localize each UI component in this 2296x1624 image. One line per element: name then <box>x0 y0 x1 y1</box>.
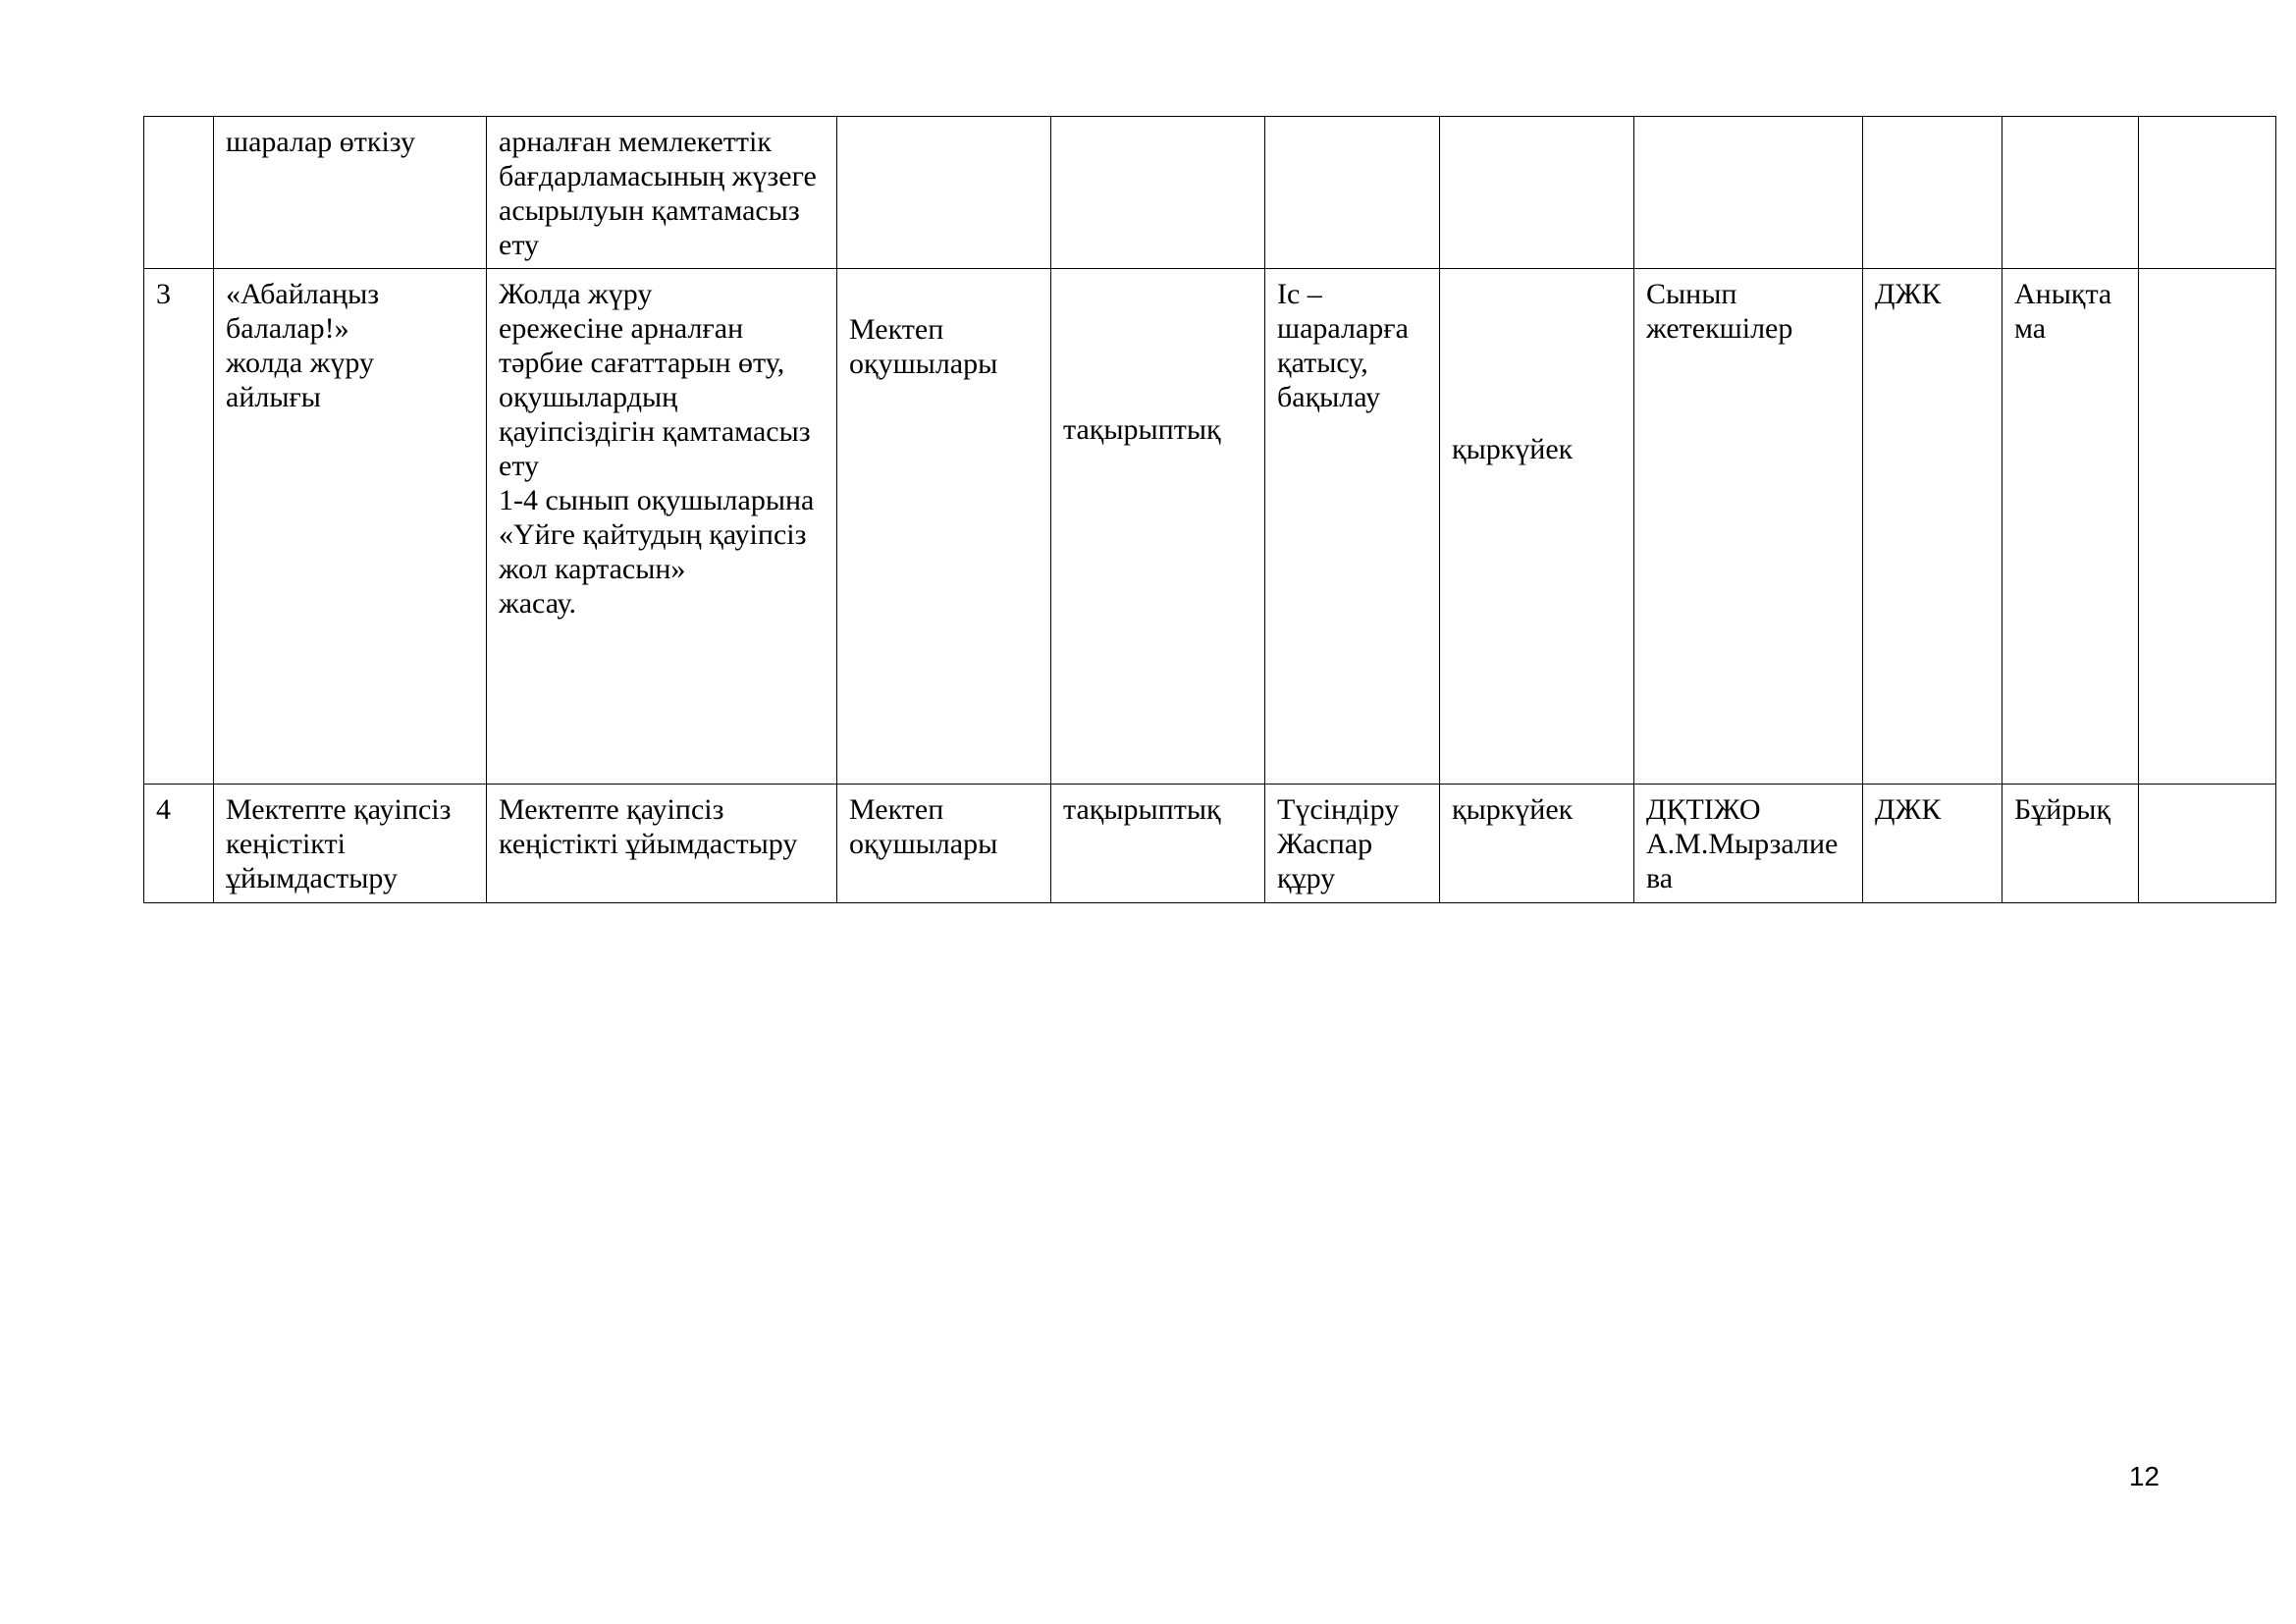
cell-date: қыркүйек <box>1440 269 1634 785</box>
cell-responsible: ДҚТІЖО А.М.Мырзалие ва <box>1634 785 1863 903</box>
cell-result-form: Бұйрық <box>2002 785 2139 903</box>
cell-description: арналған мемлекеттік бағдарламасының жүзеге асырылуын қамтамасыз ету <box>487 117 837 269</box>
cell-method: Түсіндіру Жаспар құру <box>1265 785 1440 903</box>
cell-result-form: Анықта ма <box>2002 269 2139 785</box>
cell-target-group: Мектеп оқушылары <box>837 269 1051 785</box>
page-number: 12 <box>2128 1461 2160 1491</box>
cell-event-name: шаралар өткізу <box>214 117 487 269</box>
cell-event-name: «Абайлаңыз балалар!» жолда жүру айлығы <box>214 269 487 785</box>
cell-review-place: ДЖК <box>1863 785 2002 903</box>
cell-number: 3 <box>144 269 214 785</box>
cell-description: Мектепте қауіпсіз кеңістікті ұйымдастыру <box>487 785 837 903</box>
table-row <box>144 269 2276 785</box>
document-table <box>143 116 2276 903</box>
table-row <box>144 117 2276 269</box>
cell-extra <box>2139 117 2276 269</box>
cell-extra <box>2139 269 2276 785</box>
cell-control-type: тақырыптық <box>1051 269 1265 785</box>
cell-description: Жолда жүру ережесіне арналған тәрбие сағаттарын өту, оқушылардың қауіпсіздігін қамтамасыз ету 1-4 сынып оқушыларына «Үйге қайтудың қауіпсіз жол картасын» жасау. <box>487 269 837 785</box>
cell-review-place: ДЖК <box>1863 269 2002 785</box>
cell-review-place <box>1863 117 2002 269</box>
cell-number: 4 <box>144 785 214 903</box>
cell-method: Іс – шараларға қатысу, бақылау <box>1265 269 1440 785</box>
cell-number <box>144 117 214 269</box>
cell-result-form <box>2002 117 2139 269</box>
cell-target-group <box>837 117 1051 269</box>
cell-date: қыркүйек <box>1440 785 1634 903</box>
cell-responsible: Сынып жетекшілер <box>1634 269 1863 785</box>
cell-target-group: Мектеп оқушылары <box>837 785 1051 903</box>
cell-extra <box>2139 785 2276 903</box>
cell-responsible <box>1634 117 1863 269</box>
cell-control-type <box>1051 117 1265 269</box>
cell-date <box>1440 117 1634 269</box>
cell-control-type: тақырыптық <box>1051 785 1265 903</box>
cell-event-name: Мектепте қауіпсіз кеңістікті ұйымдастыру <box>214 785 487 903</box>
cell-method <box>1265 117 1440 269</box>
table-row <box>144 785 2276 903</box>
